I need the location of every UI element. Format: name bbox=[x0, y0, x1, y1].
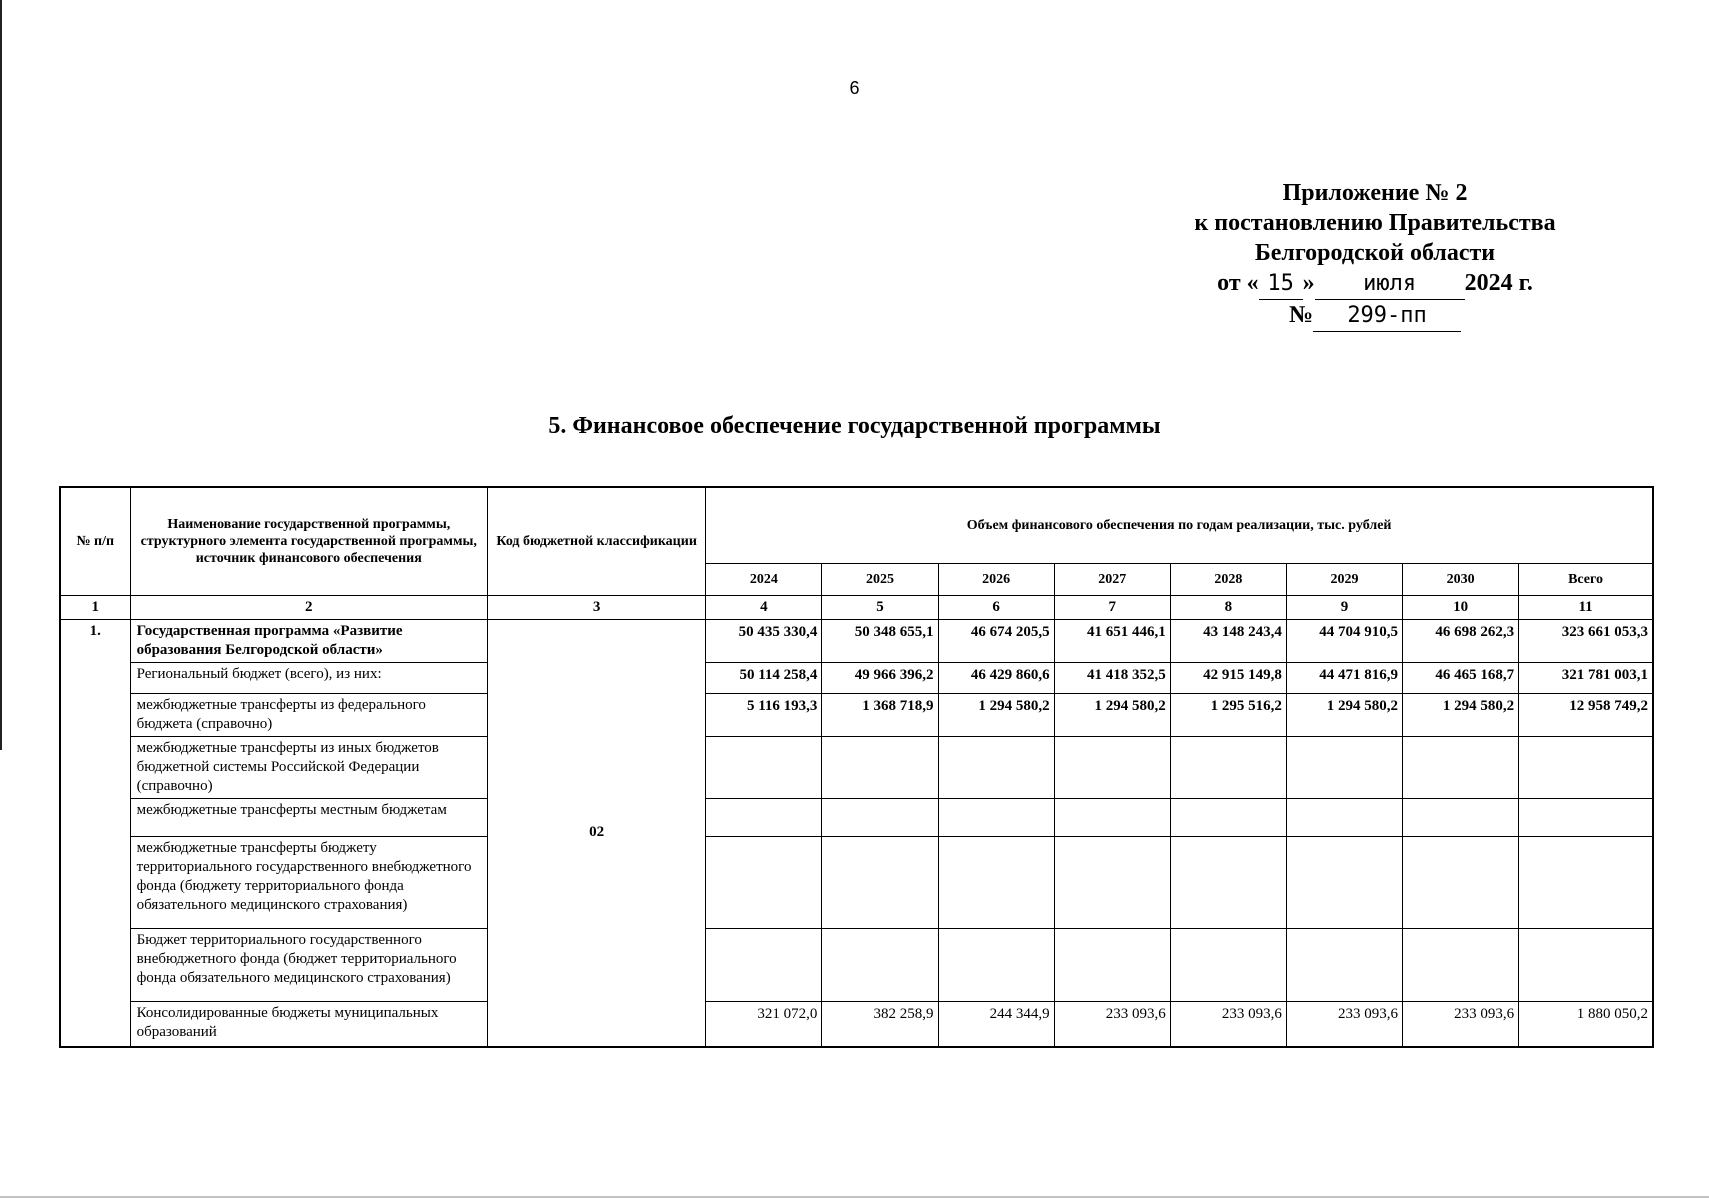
amount-cell: 50 348 655,1 bbox=[822, 619, 938, 662]
amount-cell bbox=[1403, 736, 1519, 798]
row-name: Государственная программа «Развитие образования Белгородской области» bbox=[130, 619, 487, 662]
date-prefix: от « bbox=[1217, 270, 1259, 296]
amount-cell: 41 418 352,5 bbox=[1054, 662, 1170, 693]
appendix-line-2: к постановлению Правительства bbox=[1194, 210, 1556, 236]
date-mid: » bbox=[1302, 270, 1315, 296]
amount-cell: 1 295 516,2 bbox=[1170, 693, 1286, 736]
amount-cell bbox=[1170, 836, 1286, 928]
column-number: 8 bbox=[1170, 595, 1286, 619]
amount-cell: 1 880 050,2 bbox=[1519, 1001, 1653, 1047]
page-number: 6 bbox=[849, 78, 860, 98]
amount-cell: 323 661 053,3 bbox=[1519, 619, 1653, 662]
amount-cell bbox=[1286, 798, 1402, 836]
amount-cell bbox=[1170, 798, 1286, 836]
section-title: 5. Финансовое обеспечение государственной программы bbox=[548, 413, 1161, 439]
financing-table bbox=[59, 486, 1654, 1048]
amount-cell bbox=[1054, 836, 1170, 928]
header-year: 2026 bbox=[938, 563, 1054, 595]
row-name: межбюджетные трансферты из федерального бюджета (справочно) bbox=[130, 693, 487, 736]
appendix-number bbox=[1150, 300, 1600, 332]
table-row bbox=[60, 836, 1653, 928]
amount-cell: 46 698 262,3 bbox=[1403, 619, 1519, 662]
header-year: 2029 bbox=[1286, 563, 1402, 595]
header-year: 2025 bbox=[822, 563, 938, 595]
amount-cell: 233 093,6 bbox=[1054, 1001, 1170, 1047]
header-num: № п/п bbox=[60, 487, 130, 595]
column-number: 10 bbox=[1403, 595, 1519, 619]
header-year: 2024 bbox=[706, 563, 822, 595]
amount-cell bbox=[706, 798, 822, 836]
column-number: 3 bbox=[488, 595, 706, 619]
amount-cell bbox=[1054, 798, 1170, 836]
amount-cell bbox=[706, 836, 822, 928]
amount-cell bbox=[1403, 836, 1519, 928]
amount-cell: 42 915 149,8 bbox=[1170, 662, 1286, 693]
column-number: 2 bbox=[130, 595, 487, 619]
amount-cell: 43 148 243,4 bbox=[1170, 619, 1286, 662]
amount-cell bbox=[938, 736, 1054, 798]
amount-cell: 12 958 749,2 bbox=[1519, 693, 1653, 736]
column-number: 6 bbox=[938, 595, 1054, 619]
budget-code: 02 bbox=[488, 619, 706, 1047]
appendix-header bbox=[1150, 178, 1600, 332]
amount-cell: 50 114 258,4 bbox=[706, 662, 822, 693]
amount-cell bbox=[1286, 928, 1402, 1001]
amount-cell bbox=[822, 798, 938, 836]
table-row bbox=[60, 798, 1653, 836]
amount-cell: 233 093,6 bbox=[1403, 1001, 1519, 1047]
date-year: 2024 г. bbox=[1464, 270, 1533, 296]
amount-cell bbox=[1170, 736, 1286, 798]
column-number: 11 bbox=[1519, 595, 1653, 619]
amount-cell: 50 435 330,4 bbox=[706, 619, 822, 662]
amount-cell bbox=[1519, 736, 1653, 798]
row-name: Региональный бюджет (всего), из них: bbox=[130, 662, 487, 693]
amount-cell bbox=[1403, 928, 1519, 1001]
amount-cell bbox=[706, 928, 822, 1001]
decree-number: 299-пп bbox=[1313, 301, 1461, 332]
amount-cell bbox=[822, 736, 938, 798]
column-number: 1 bbox=[60, 595, 130, 619]
amount-cell: 46 674 205,5 bbox=[938, 619, 1054, 662]
amount-cell: 233 093,6 bbox=[1170, 1001, 1286, 1047]
amount-cell: 5 116 193,3 bbox=[706, 693, 822, 736]
header-year: 2027 bbox=[1054, 563, 1170, 595]
column-number-row bbox=[60, 595, 1653, 619]
amount-cell: 1 294 580,2 bbox=[1403, 693, 1519, 736]
row-name: межбюджетные трансферты из иных бюджетов бюджетной системы Российской Федерации (справочно) bbox=[130, 736, 487, 798]
number-prefix: № bbox=[1288, 302, 1314, 328]
row-name: Консолидированные бюджеты муниципальных образований bbox=[130, 1001, 487, 1047]
amount-cell bbox=[1403, 798, 1519, 836]
amount-cell bbox=[1054, 736, 1170, 798]
header-year: 2028 bbox=[1170, 563, 1286, 595]
appendix-line-3: Белгородской области bbox=[1254, 240, 1496, 266]
date-day: 15 bbox=[1259, 269, 1303, 300]
amount-cell: 49 966 396,2 bbox=[822, 662, 938, 693]
amount-cell bbox=[938, 928, 1054, 1001]
amount-cell: 321 781 003,1 bbox=[1519, 662, 1653, 693]
bottom-scan-line bbox=[0, 1196, 1709, 1198]
amount-cell: 233 093,6 bbox=[1286, 1001, 1402, 1047]
amount-cell bbox=[1519, 798, 1653, 836]
table-row bbox=[60, 928, 1653, 1001]
amount-cell bbox=[1286, 836, 1402, 928]
table-row bbox=[60, 619, 1653, 662]
amount-cell bbox=[1170, 928, 1286, 1001]
amount-cell bbox=[938, 798, 1054, 836]
header-name: Наименование государственной программы, структурного элемента государственной программы, источник финансового обеспечения bbox=[130, 487, 487, 595]
amount-cell: 1 368 718,9 bbox=[822, 693, 938, 736]
amount-cell: 44 471 816,9 bbox=[1286, 662, 1402, 693]
amount-cell: 46 429 860,6 bbox=[938, 662, 1054, 693]
amount-cell bbox=[938, 836, 1054, 928]
date-month: июля bbox=[1315, 269, 1465, 300]
amount-cell bbox=[1054, 928, 1170, 1001]
amount-cell: 1 294 580,2 bbox=[938, 693, 1054, 736]
amount-cell: 41 651 446,1 bbox=[1054, 619, 1170, 662]
appendix-title: Приложение № 2 bbox=[1282, 180, 1468, 206]
amount-cell: 46 465 168,7 bbox=[1403, 662, 1519, 693]
amount-cell: 244 344,9 bbox=[938, 1001, 1054, 1047]
header-code: Код бюджетной классификации bbox=[488, 487, 706, 595]
table-row bbox=[60, 693, 1653, 736]
row-name: межбюджетные трансферты местным бюджетам bbox=[130, 798, 487, 836]
column-number: 5 bbox=[822, 595, 938, 619]
column-number: 7 bbox=[1054, 595, 1170, 619]
header-year: Всего bbox=[1519, 563, 1653, 595]
table-row bbox=[60, 736, 1653, 798]
amount-cell: 321 072,0 bbox=[706, 1001, 822, 1047]
amount-cell: 382 258,9 bbox=[822, 1001, 938, 1047]
amount-cell bbox=[1519, 928, 1653, 1001]
amount-cell bbox=[822, 836, 938, 928]
appendix-date bbox=[1150, 268, 1600, 300]
left-edge-line bbox=[0, 0, 2, 750]
header-volume: Объем финансового обеспечения по годам реализации, тыс. рублей bbox=[706, 487, 1653, 563]
amount-cell: 1 294 580,2 bbox=[1286, 693, 1402, 736]
row-name: Бюджет территориального государственного внебюджетного фонда (бюджет территориального фонда обязательного медицинского страхования) bbox=[130, 928, 487, 1001]
row-number: 1. bbox=[60, 619, 130, 1047]
header-year: 2030 bbox=[1403, 563, 1519, 595]
row-name: межбюджетные трансферты бюджету территориального государственного внебюджетного фонда (бюджету территориального фонда обязательного медицинского страхования) bbox=[130, 836, 487, 928]
table-row bbox=[60, 1001, 1653, 1047]
table-row bbox=[60, 662, 1653, 693]
amount-cell: 44 704 910,5 bbox=[1286, 619, 1402, 662]
amount-cell: 1 294 580,2 bbox=[1054, 693, 1170, 736]
column-number: 9 bbox=[1286, 595, 1402, 619]
amount-cell bbox=[1286, 736, 1402, 798]
column-number: 4 bbox=[706, 595, 822, 619]
amount-cell bbox=[706, 736, 822, 798]
amount-cell bbox=[1519, 836, 1653, 928]
amount-cell bbox=[822, 928, 938, 1001]
